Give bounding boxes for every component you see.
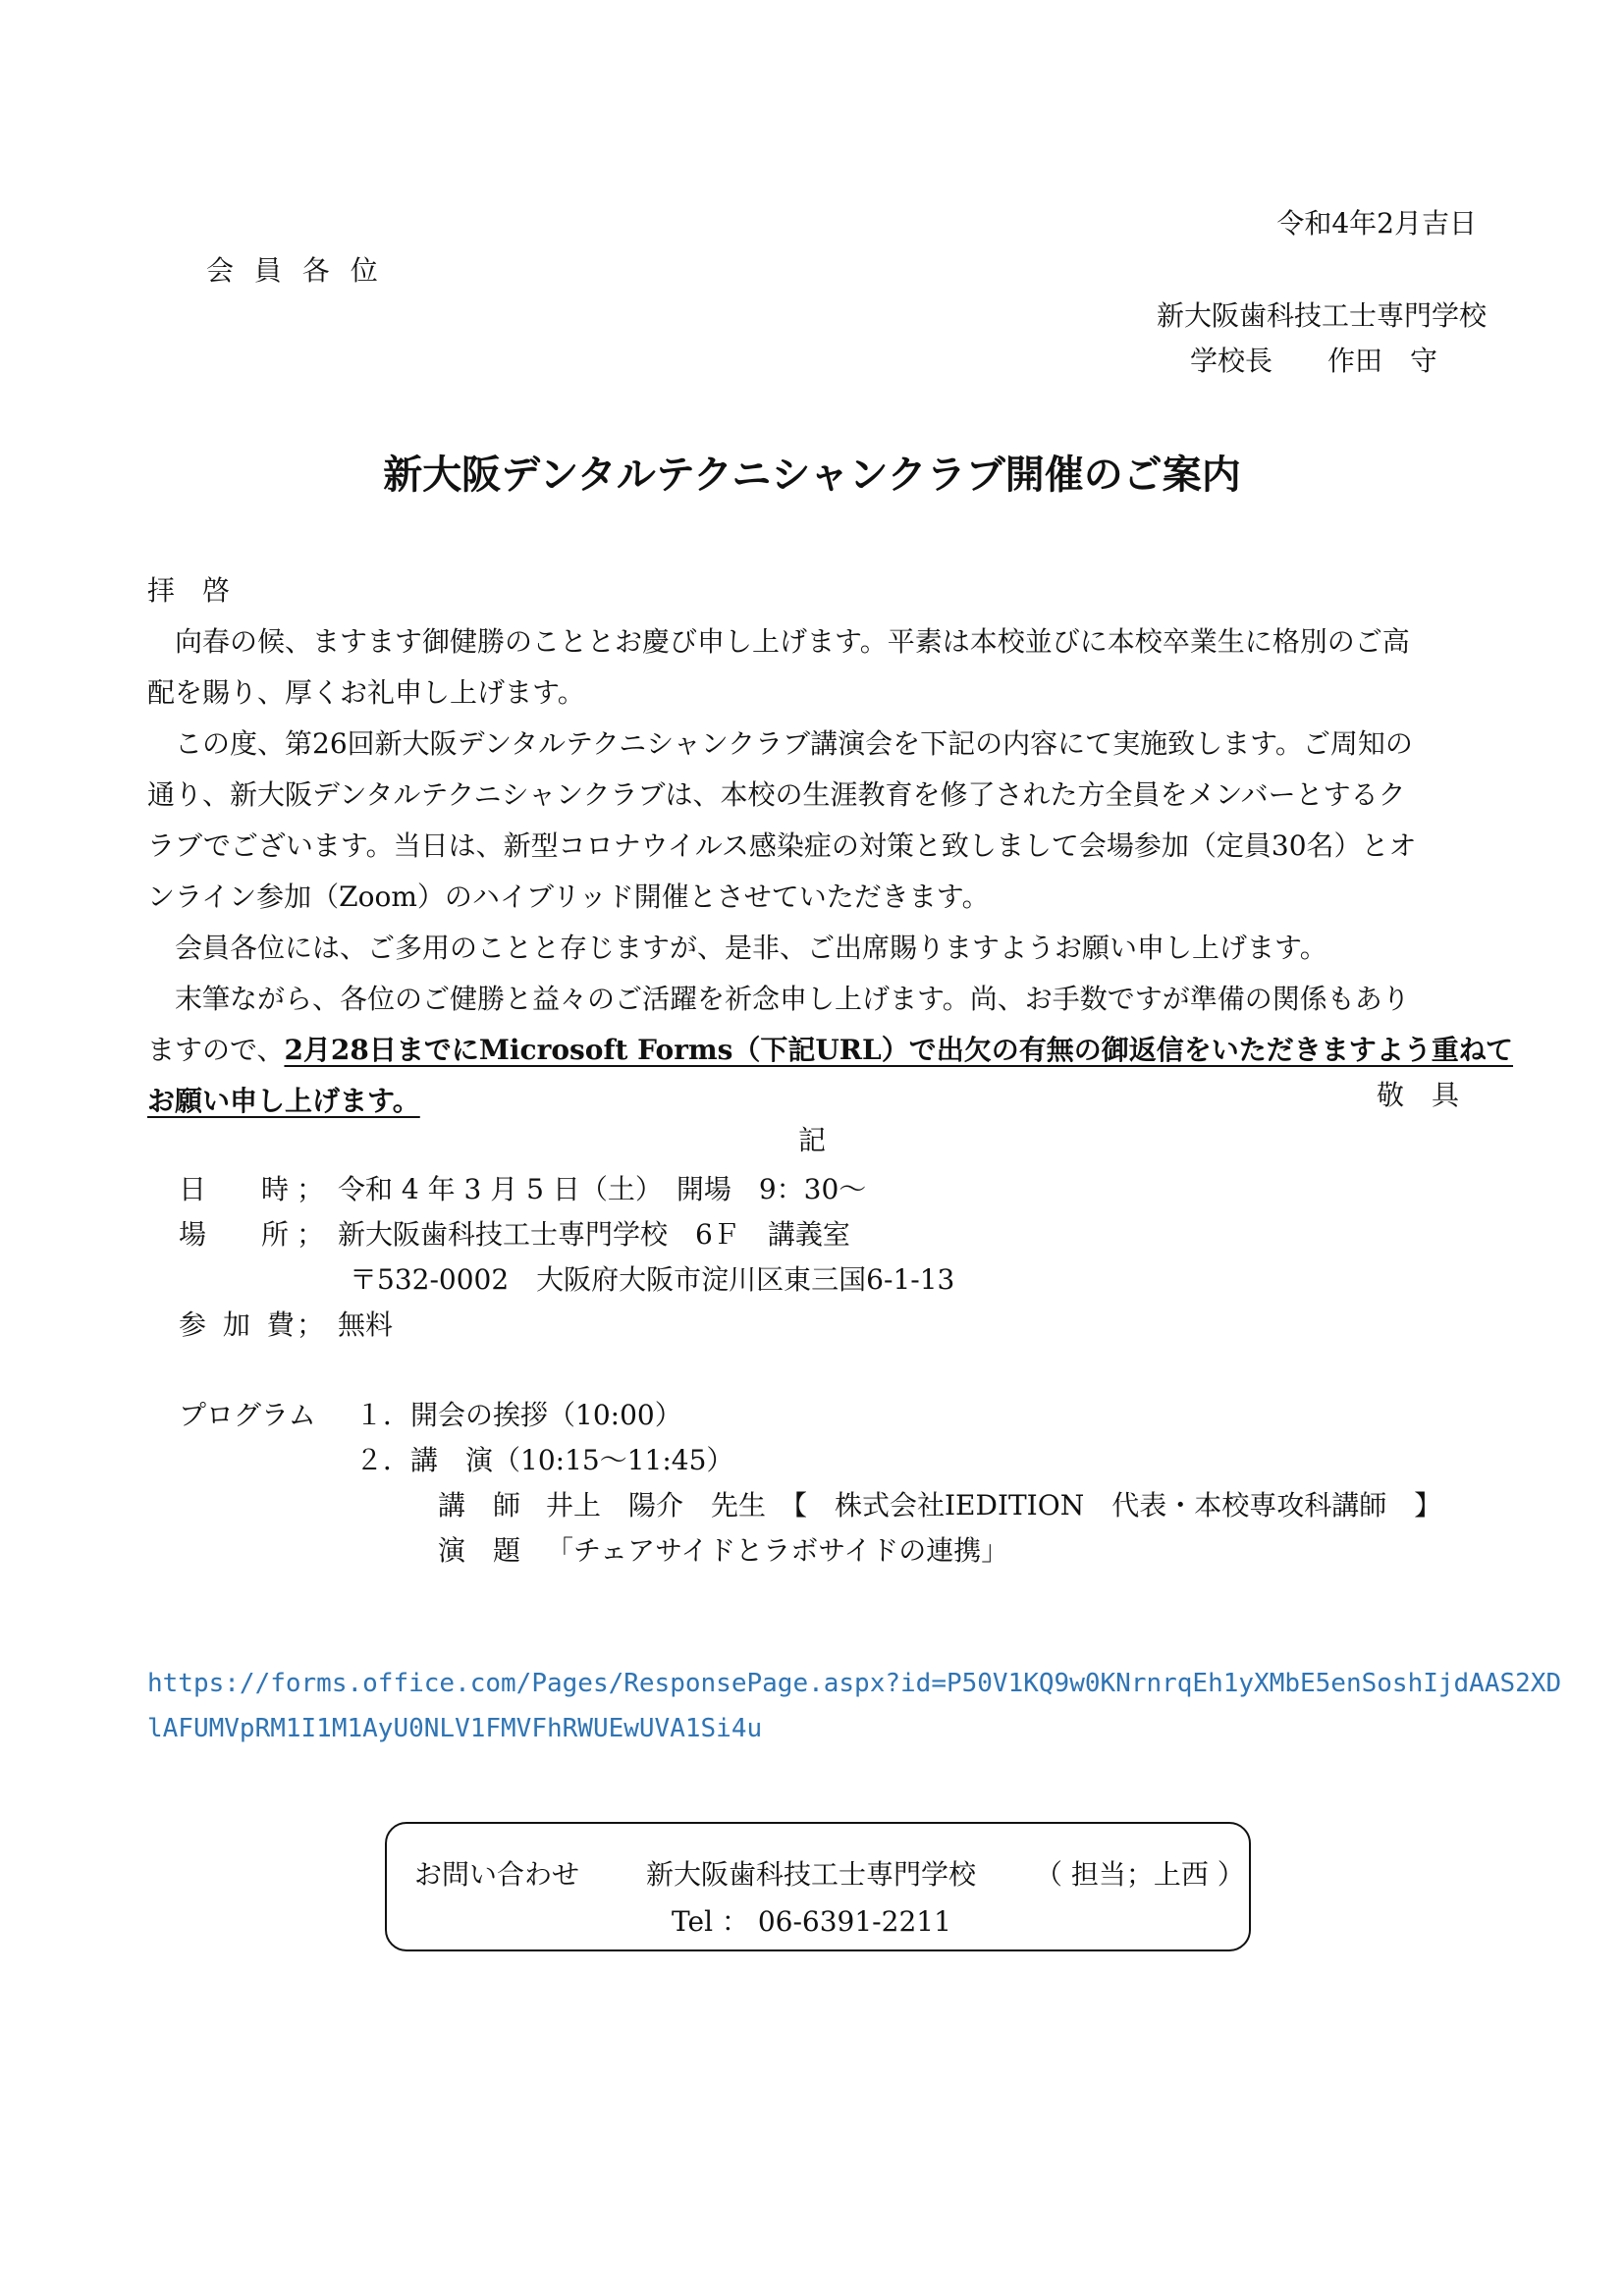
paragraph-2-line-1: この度、第26回新大阪デンタルテクニシャンクラブ講演会を下記の内容にて実施致します。ご周知の	[175, 727, 1413, 760]
sender-organization: 新大阪歯科技工士専門学校	[1156, 299, 1487, 332]
reply-deadline-notice-end: お願い申し上げます。	[147, 1085, 420, 1117]
letter-opening: 拝 啓	[147, 574, 231, 607]
contact-label: お問い合わせ	[414, 1858, 580, 1891]
fee-separator: ；	[297, 1308, 325, 1341]
place-value: 新大阪歯科技工士専門学校 6Ｆ 講義室	[338, 1218, 850, 1251]
paragraph-2-line-3: ラブでございます。当日は、新型コロナウイルス感染症の対策と致しまして会場参加（定員30名）とオ	[147, 829, 1417, 862]
date-label: 日 時	[179, 1173, 290, 1205]
letter-date: 令和4年2月吉日	[1276, 207, 1477, 240]
paragraph-4-plain-text: ますので、	[147, 1034, 285, 1066]
fee-value: 無料	[338, 1308, 394, 1341]
letter-body	[147, 565, 1514, 1127]
contact-person: （ 担当；上西 ）	[1035, 1858, 1245, 1891]
sender-name: 学校長 作田 守	[1190, 345, 1438, 377]
program-item-opening: １．開会の挨拶（10:00）	[355, 1399, 682, 1431]
recipient: 会 員 各 位	[206, 254, 384, 287]
notice-heading: 記	[797, 1124, 826, 1156]
paragraph-4-line-1: 末筆ながら、各位のご健勝と益々のご活躍を祈念申し上げます。尚、お手数ですが準備の関係もあり	[175, 983, 1410, 1015]
paragraph-3: 会員各位には、ご多用のことと存じますが、是非、ご出席賜りますようお願い申し上げます。	[175, 932, 1327, 964]
program-item-lecture: ２．講 演（10:15〜11:45）	[355, 1444, 734, 1476]
place-separator: ；	[297, 1218, 325, 1251]
lecturer-label: 講 師	[438, 1489, 521, 1522]
fee-label: 参 加 費	[179, 1308, 298, 1341]
topic-value: 「チェアサイドとラボサイドの連携」	[546, 1534, 1009, 1567]
letter-closing: 敬 具	[1376, 1079, 1459, 1111]
paragraph-1-line-2: 配を賜り、厚くお礼申し上げます。	[147, 676, 585, 709]
date-separator: ；	[297, 1173, 325, 1205]
lecturer-value: 井上 陽介 先生 【 株式会社IEDITION 代表・本校専攻科講師 】	[546, 1489, 1442, 1522]
contact-box	[385, 1822, 1251, 1951]
contact-organization: 新大阪歯科技工士専門学校	[646, 1858, 977, 1891]
forms-url-link[interactable]: https://forms.office.com/Pages/ResponsePage.aspx?id=P50V1KQ9w0KNrnrqEh1yXMbE5enSoshIjdAAS2XD	[147, 1669, 1562, 1698]
paragraph-4-line-2	[147, 1025, 1514, 1076]
page-title: 新大阪デンタルテクニシャンクラブ開催のご案内	[383, 453, 1241, 498]
reply-deadline-notice: 2月28日までにMicrosoft Forms（下記URL）で出欠の有無の御返信をいただきますよう重ねて	[284, 1034, 1514, 1066]
paragraph-2-line-4: ンライン参加（Zoom）のハイブリッド開催とさせていただきます。	[147, 881, 990, 913]
topic-label: 演 題	[438, 1534, 521, 1567]
forms-url-link-continued[interactable]: lAFUMVpRM1I1M1AyU0NLV1FMVFhRWUEwUVA1Si4u	[147, 1714, 763, 1743]
program-label: プログラム	[179, 1399, 316, 1431]
address: 〒532-0002 大阪府大阪市淀川区東三国6-1-13	[350, 1263, 955, 1296]
paragraph-2-line-2: 通り、新大阪デンタルテクニシャンクラブは、本校の生涯教育を修了された方全員をメンバーとするク	[147, 778, 1406, 811]
contact-phone: Tel ： 06-6391-2211	[672, 1905, 951, 1938]
place-label: 場 所	[179, 1218, 290, 1251]
date-value: 令和 4 年 3 月 5 日（土） 開場 9：30〜	[338, 1173, 867, 1205]
paragraph-1-line-1: 向春の候、ますます御健勝のこととお慶び申し上げます。平素は本校並びに本校卒業生に格別のご高	[175, 625, 1410, 658]
